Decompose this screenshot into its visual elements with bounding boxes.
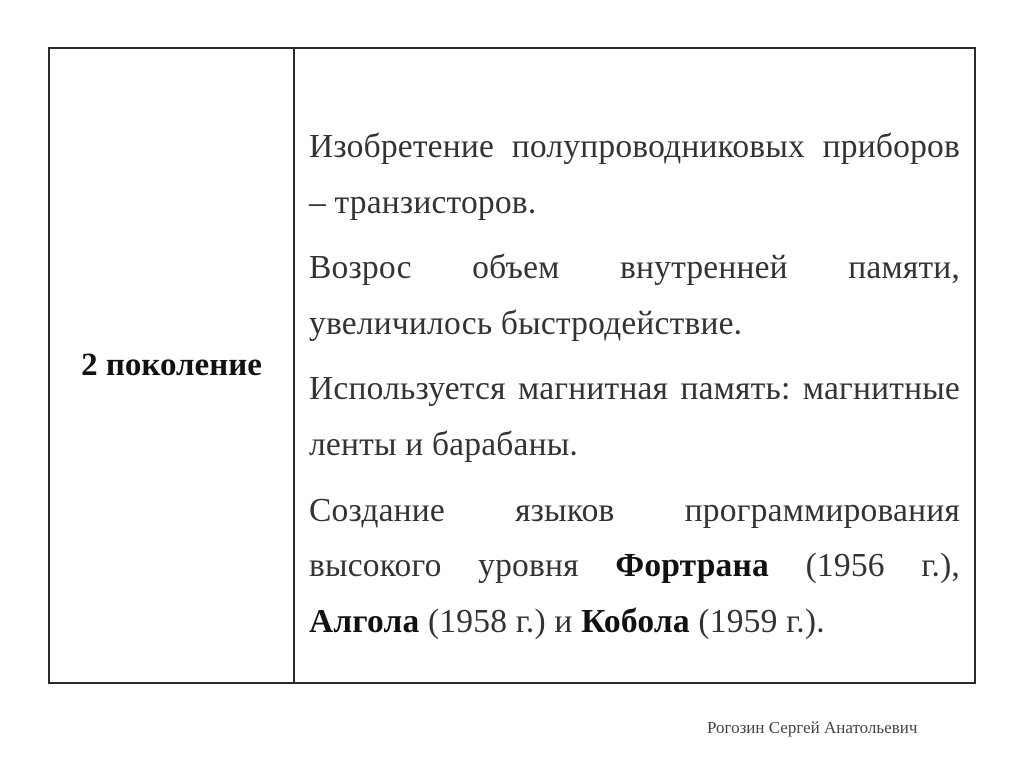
- languages-intro: Создание языков программирования высокого уровня: [309, 491, 960, 585]
- algol-year: (1958 г.) и: [419, 602, 582, 640]
- fortran-year: (1956 г.),: [768, 547, 960, 585]
- cobol-year: (1959 г.).: [689, 602, 825, 640]
- language-algol: Алгола: [309, 602, 420, 640]
- author-footer: Рогозин Сергей Анатольевич: [707, 718, 918, 737]
- generation-cell: [50, 49, 295, 682]
- generation-table: [48, 47, 976, 684]
- paragraph-memory: Возрос объем внутренней памяти, увеличилось быстродействие.: [309, 249, 960, 342]
- language-fortran: Фортрана: [615, 547, 769, 585]
- language-cobol: Кобола: [581, 602, 690, 640]
- description-cell: [295, 49, 974, 682]
- generation-label: 2 поколение: [81, 347, 262, 383]
- paragraph-transistors: Изобретение полупроводниковых приборов – транзисторов.: [309, 128, 960, 221]
- paragraph-languages: [309, 483, 960, 650]
- paragraph-magnetic: Используется магнитная память: магнитные ленты и барабаны.: [309, 370, 960, 464]
